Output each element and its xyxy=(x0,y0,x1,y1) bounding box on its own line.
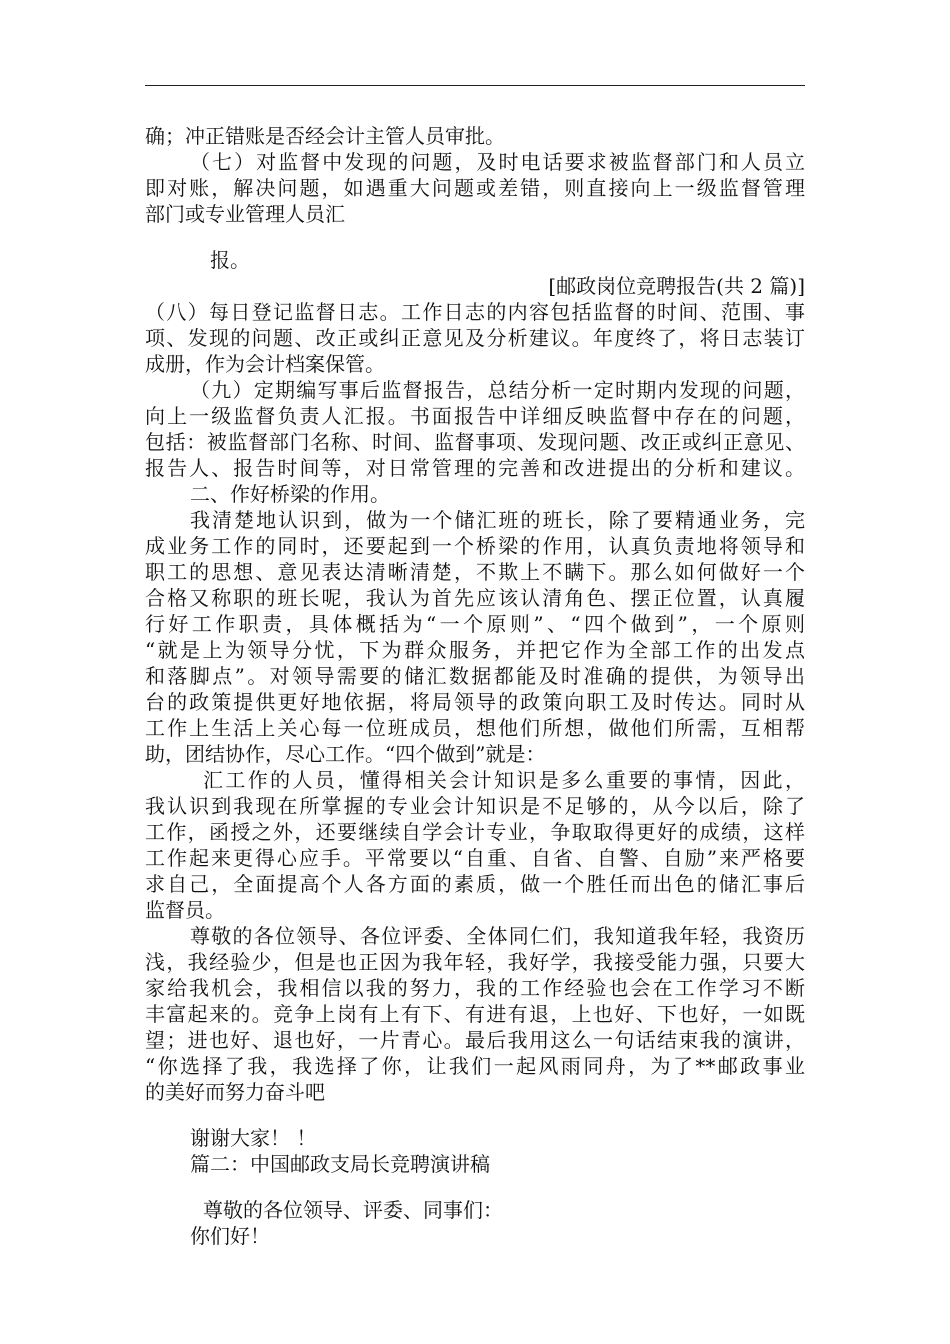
section-heading: 二、作好桥梁的作用。 xyxy=(190,482,390,506)
text-line: 工作起来更得心应手。平常要以“自重、自省、自警、自励”来严格要 xyxy=(145,846,805,870)
text-line: 包括：被监督部门名称、时间、监督事项、发现问题、改正或纠正意见、 xyxy=(145,430,805,454)
text-line: 谢谢大家！ ！ xyxy=(190,1126,317,1150)
text-line: 我认识到我现在所掌握的专业会计知识是不足够的，从今以后，除了 xyxy=(145,794,805,818)
text-line: 职工的思想、意见表达清晰清楚，不欺上不瞒下。那么如何做好一个 xyxy=(145,560,805,584)
text-line: 台的政策提供更好地依据，将局领导的政策向职工及时传达。同时从 xyxy=(145,690,805,714)
text-line: （七）对监督中发现的问题，及时电话要求被监督部门和人员立 xyxy=(190,150,805,174)
text-line: 成业务工作的同时，还要起到一个桥梁的作用，认真负责地将领导和 xyxy=(145,534,805,558)
document-title: [邮政岗位竞聘报告(共 2 篇)] xyxy=(548,274,805,298)
text-line: “就是上为领导分忧，下为群众服务，并把它作为全部工作的出发点 xyxy=(145,638,805,662)
text-line: 向上一级监督负责人汇报。书面报告中详细反映监督中存在的问题， xyxy=(145,404,805,428)
text-line: （九）定期编写事后监督报告，总结分析一定时期内发现的问题， xyxy=(190,378,805,402)
text-line: 尊敬的各位领导、评委、同事们： xyxy=(203,1198,503,1222)
text-line: 助，团结协作，尽心工作。“四个做到”就是： xyxy=(145,742,546,766)
text-line: 的美好而努力奋斗吧 xyxy=(145,1080,325,1104)
text-line: 部门或专业管理人员汇 xyxy=(145,202,345,226)
text-line: 行好工作职责，具体概括为“一个原则”、“四个做到”，一个原则 xyxy=(145,612,805,636)
header-rule xyxy=(145,85,805,86)
text-line: 项、发现的问题、改正或纠正意见及分析建议。年度终了，将日志装订 xyxy=(145,326,805,350)
text-line: 报告人、报告时间等，对日常管理的完善和改进提出的分析和建议。 xyxy=(145,456,805,480)
text-line: “你选择了我，我选择了你，让我们一起风雨同舟，为了**邮政事业 xyxy=(145,1054,805,1078)
text-line: 望；进也好、退也好，一片青心。最后我用这么一句话结束我的演讲， xyxy=(145,1028,805,1052)
text-line: 你们好！ xyxy=(190,1224,270,1248)
section-heading: 篇二：中国邮政支局长竞聘演讲稿 xyxy=(190,1152,490,1176)
text-line: 报。 xyxy=(210,248,250,272)
text-line: 家给我机会，我相信以我的努力，我的工作经验也会在工作学习不断 xyxy=(145,976,805,1000)
text-line: 即对账，解决问题，如遇重大问题或差错，则直接向上一级监督管理 xyxy=(145,176,805,200)
text-line: 我清楚地认识到，做为一个储汇班的班长，除了要精通业务，完 xyxy=(190,508,805,532)
text-line: 监督员。 xyxy=(145,898,225,922)
text-line: 浅，我经验少，但是也正因为我年轻，我好学，我接受能力强，只要大 xyxy=(145,950,805,974)
text-line: 汇工作的人员，懂得相关会计知识是多么重要的事情，因此， xyxy=(203,768,805,792)
text-line: 尊敬的各位领导、各位评委、全体同仁们，我知道我年轻，我资历 xyxy=(190,924,805,948)
text-line: 工作，函授之外，还要继续自学会计专业，争取取得更好的成绩，这样 xyxy=(145,820,805,844)
text-line: 确；冲正错账是否经会计主管人员审批。 xyxy=(145,124,505,148)
text-line: 丰富起来的。竞争上岗有上有下、有进有退，上也好、下也好，一如既 xyxy=(145,1002,805,1026)
text-line: 合格又称职的班长呢，我认为首先应该认清角色、摆正位置，认真履 xyxy=(145,586,805,610)
text-line: （八）每日登记监督日志。工作日志的内容包括监督的时间、范围、事 xyxy=(145,300,805,324)
text-line: 和落脚点”。对领导需要的储汇数据都能及时准确的提供，为领导出 xyxy=(145,664,805,688)
text-line: 工作上生活上关心每一位班成员，想他们所想，做他们所需，互相帮 xyxy=(145,716,805,740)
text-line: 成册，作为会计档案保管。 xyxy=(145,352,385,376)
text-line: 求自己，全面提高个人各方面的素质，做一个胜任而出色的储汇事后 xyxy=(145,872,805,896)
